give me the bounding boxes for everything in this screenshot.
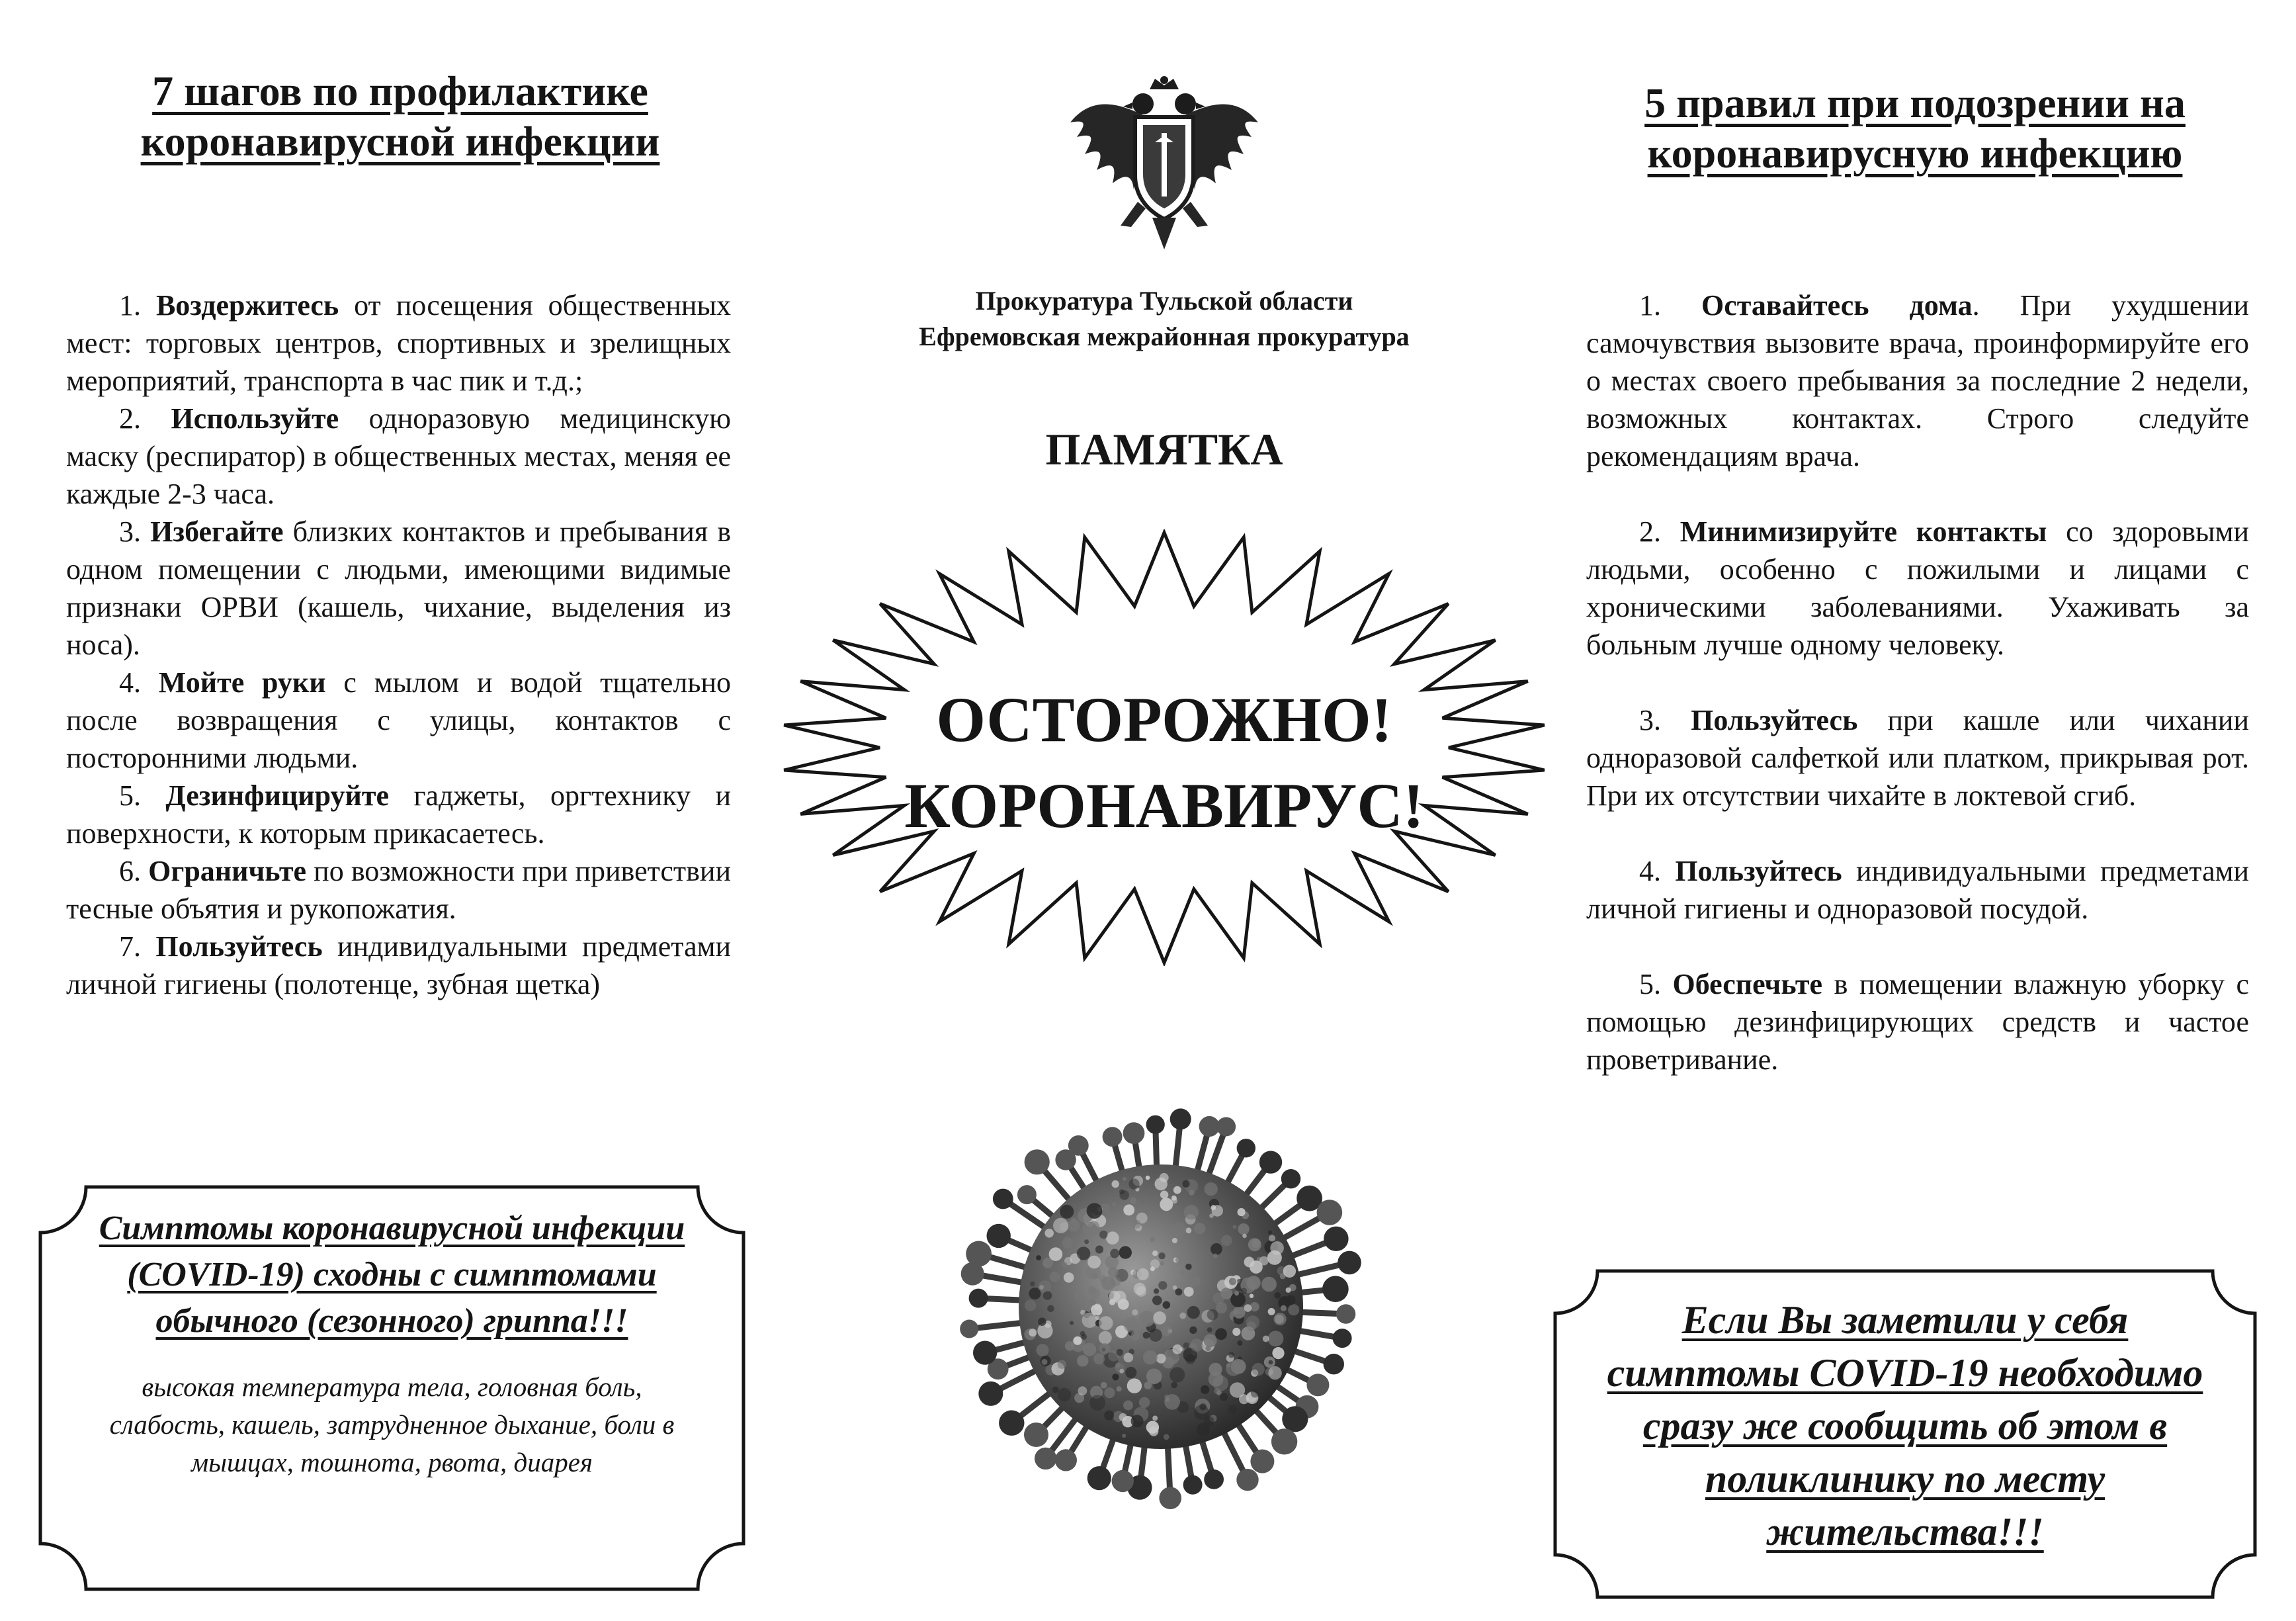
virus-texture — [1074, 1291, 1085, 1301]
virus-texture — [1154, 1288, 1159, 1293]
virus-texture — [1228, 1405, 1237, 1414]
step-keyword: Обеспечьте — [1672, 968, 1823, 1000]
virus-texture — [1052, 1387, 1059, 1393]
step-text: от посещения общественных мест: торговых центров, спортивных и зрелищных мероприятий, транспорта в час пик и т.д.; — [66, 289, 732, 397]
virus-texture — [1160, 1261, 1164, 1265]
virus-texture — [1146, 1368, 1162, 1384]
virus-texture — [1169, 1367, 1185, 1382]
virus-texture — [1119, 1369, 1124, 1374]
virus-texture — [1060, 1205, 1074, 1219]
left-step-5 — [66, 777, 731, 852]
virus-texture — [1110, 1249, 1119, 1258]
virus-texture — [1248, 1238, 1261, 1251]
virus-texture — [1047, 1305, 1054, 1313]
virus-texture — [1082, 1313, 1097, 1328]
virus-texture — [1204, 1334, 1217, 1347]
virus-texture — [1139, 1311, 1155, 1327]
virus-texture — [1244, 1304, 1252, 1312]
virus-texture — [1077, 1355, 1088, 1366]
virus-texture — [1123, 1204, 1134, 1215]
virus-spike-head — [1204, 1469, 1224, 1489]
virus-texture — [1089, 1395, 1105, 1411]
step-number: 7. — [119, 930, 141, 963]
virus-texture — [1164, 1395, 1169, 1400]
virus-texture — [1184, 1287, 1194, 1297]
virus-texture — [1122, 1434, 1126, 1438]
virus-texture — [1065, 1341, 1074, 1350]
step-keyword: Минимизируйте контакты — [1679, 515, 2047, 548]
virus-texture — [1132, 1220, 1141, 1229]
virus-texture — [1215, 1328, 1227, 1340]
step-keyword: Ограничьте — [148, 855, 307, 887]
virus-texture — [1087, 1203, 1103, 1219]
virus-texture — [1164, 1434, 1169, 1440]
virus-texture — [1268, 1366, 1281, 1380]
virus-texture — [1158, 1252, 1165, 1259]
right-heading — [1574, 78, 2256, 178]
virus-texture — [1173, 1344, 1183, 1354]
virus-texture — [1161, 1325, 1171, 1336]
left-step-6 — [66, 852, 731, 928]
virus-texture — [1286, 1288, 1291, 1293]
virus-texture — [1251, 1389, 1259, 1397]
left-steps-list — [66, 286, 731, 1003]
virus-texture — [1183, 1342, 1189, 1348]
step-number: 2. — [1639, 515, 1661, 548]
virus-texture — [1064, 1272, 1074, 1283]
virus-texture — [1130, 1332, 1140, 1341]
virus-texture — [1250, 1294, 1254, 1298]
virus-texture — [1139, 1397, 1150, 1408]
step-keyword: Пользуйтесь — [1691, 704, 1858, 736]
virus-spike-head — [1183, 1475, 1203, 1495]
virus-spike-head — [1103, 1127, 1123, 1147]
step-number: 5. — [119, 779, 141, 812]
virus-spike-head — [993, 1189, 1013, 1209]
step-text: по возможности при приветствии тесные объятия и рукопожатия. — [66, 855, 731, 925]
virus-spike-head — [1281, 1169, 1300, 1188]
virus-spike-head — [1282, 1406, 1308, 1432]
virus-texture — [1187, 1306, 1200, 1319]
virus-texture — [1247, 1321, 1256, 1331]
virus-spike-head — [969, 1289, 988, 1308]
symptoms-title: Симптомы коронавирусной инфекции (COVID-19) сходны с симптомами обычного (сезонного) гриппа!!! — [99, 1209, 685, 1340]
virus-texture — [1171, 1222, 1187, 1237]
virus-texture — [1242, 1234, 1247, 1239]
virus-texture — [1143, 1350, 1158, 1365]
step-number: 1. — [119, 289, 141, 322]
warning-line1: ОСТОРОЖНО! — [936, 684, 1392, 755]
virus-spike-head — [1322, 1276, 1349, 1302]
virus-texture — [1037, 1344, 1049, 1356]
virus-texture — [1221, 1235, 1232, 1247]
step-keyword: Воздержитесь — [155, 289, 339, 322]
virus-texture — [1171, 1196, 1177, 1201]
virus-texture — [1233, 1306, 1246, 1319]
virus-texture — [1238, 1223, 1249, 1235]
virus-texture — [1112, 1180, 1119, 1188]
virus-texture — [1128, 1178, 1139, 1189]
right-heading-line1: 5 правил при подозрении на — [1644, 79, 2186, 126]
left-step-1 — [66, 286, 731, 400]
virus-texture — [1049, 1272, 1060, 1282]
virus-texture — [1083, 1343, 1096, 1356]
memo-title: ПАМЯТКА — [1045, 424, 1283, 474]
virus-texture — [1130, 1197, 1136, 1204]
virus-texture — [1158, 1281, 1167, 1290]
virus-spike-head — [1236, 1469, 1258, 1491]
virus-texture — [1112, 1374, 1119, 1380]
step-keyword: Оставайтесь дома — [1701, 289, 1973, 322]
virus-texture — [1125, 1367, 1136, 1378]
virus-spike-head — [1087, 1466, 1111, 1490]
right-step-1 — [1586, 286, 2249, 475]
virus-texture — [1146, 1421, 1159, 1434]
virus-texture — [1244, 1256, 1255, 1267]
virus-texture — [1146, 1176, 1150, 1180]
virus-texture — [1214, 1388, 1220, 1394]
step-text: одноразовую медицинскую маску (респиратор) в общественных местах, меняя ее каждые 2-3 часа. — [66, 402, 732, 510]
symptoms-list: высокая температура тела, головная боль, слабость, кашель, затрудненное дыхание, боли в мышцах, тошнота, рвота, диарея — [109, 1372, 675, 1477]
virus-texture — [1160, 1198, 1173, 1211]
virus-texture — [1078, 1386, 1087, 1395]
virus-texture — [1123, 1401, 1133, 1411]
virus-texture — [1213, 1253, 1218, 1258]
virus-texture — [1261, 1277, 1277, 1292]
virus-texture — [1179, 1313, 1186, 1319]
virus-texture — [1073, 1336, 1082, 1345]
virus-texture — [1211, 1243, 1222, 1255]
virus-spike-head — [960, 1320, 978, 1338]
step-text: гаджеты, оргтехнику и поверхности, к которым прикасаетесь. — [66, 779, 731, 850]
left-heading — [53, 66, 747, 166]
virus-texture — [1108, 1267, 1119, 1278]
virus-spike-head — [1055, 1449, 1077, 1471]
step-keyword: Пользуйтесь — [1675, 855, 1842, 887]
virus-spike-head — [1159, 1487, 1181, 1509]
virus-texture — [1268, 1231, 1272, 1235]
virus-texture — [1234, 1291, 1239, 1295]
right-heading-line2: коронавирусную инфекцию — [1647, 129, 2183, 177]
virus-texture — [1194, 1223, 1205, 1234]
virus-texture — [1211, 1205, 1216, 1210]
virus-texture — [1109, 1291, 1121, 1302]
virus-texture — [1269, 1235, 1275, 1241]
virus-spike-head — [1017, 1185, 1037, 1204]
virus-texture — [1173, 1286, 1177, 1290]
virus-texture — [1237, 1340, 1242, 1346]
step-keyword: Дезинфицируйте — [165, 779, 390, 812]
virus-texture — [1213, 1292, 1225, 1304]
step-text: с мылом и водой тщательно после возвращения с улицы, контактов с посторонними людьми. — [66, 666, 731, 774]
right-step-2 — [1586, 513, 2249, 664]
virus-texture — [1095, 1245, 1103, 1253]
virus-texture — [1099, 1231, 1108, 1239]
step-text: в помещении влажную уборку с помощью дезинфицирующих средств и частое проветривание. — [1586, 968, 2250, 1076]
virus-texture — [1112, 1202, 1116, 1206]
virus-spike-head — [1306, 1374, 1329, 1396]
virus-texture — [1111, 1277, 1121, 1287]
step-number: 4. — [1639, 855, 1661, 887]
virus-texture — [1183, 1180, 1190, 1188]
left-step-3 — [66, 513, 731, 664]
virus-texture — [1042, 1359, 1048, 1365]
virus-texture — [1043, 1291, 1052, 1299]
virus-texture — [1099, 1275, 1107, 1283]
virus-texture — [1131, 1415, 1144, 1427]
virus-texture — [1199, 1403, 1206, 1410]
virus-texture — [1184, 1205, 1199, 1219]
virus-texture — [1272, 1347, 1284, 1359]
virus-texture — [1029, 1329, 1037, 1336]
virus-spike-head — [999, 1411, 1024, 1436]
step-text: индивидуальными предметами личной гигиены (полотенце, зубная щетка) — [66, 930, 731, 1000]
left-heading-line1: 7 шагов по профилактике — [152, 67, 648, 114]
virus-texture — [1185, 1264, 1192, 1270]
virus-texture — [1117, 1386, 1122, 1391]
virus-spike-head — [1338, 1251, 1361, 1275]
left-step-4 — [66, 664, 731, 777]
virus-texture — [1062, 1237, 1074, 1249]
virus-texture — [1274, 1313, 1287, 1325]
virus-texture — [1189, 1190, 1195, 1196]
virus-texture — [1081, 1334, 1087, 1340]
org-line1: Прокуратура Тульской области — [975, 286, 1353, 316]
virus-texture — [1062, 1262, 1068, 1267]
warning-plaque-text: Если Вы заметили у себя симптомы COVID-19 необходимо сразу же сообщить об этом в поликлинику по месту жительства!!! — [1607, 1298, 2203, 1554]
virus-spike-head — [1333, 1329, 1352, 1348]
step-number: 1. — [1639, 289, 1661, 322]
virus-spike-head — [1317, 1200, 1343, 1225]
virus-texture — [1270, 1241, 1284, 1255]
virus-texture — [1286, 1295, 1296, 1305]
right-step-5 — [1586, 965, 2249, 1078]
virus-texture — [1238, 1208, 1246, 1216]
virus-texture — [1104, 1411, 1114, 1421]
virus-spike-head — [1146, 1116, 1165, 1134]
virus-texture — [1089, 1299, 1096, 1306]
virus-texture — [1152, 1416, 1158, 1421]
virus-texture — [1228, 1352, 1234, 1358]
virus-texture — [1030, 1282, 1035, 1287]
virus-texture — [1172, 1238, 1177, 1243]
virus-texture — [1274, 1292, 1281, 1299]
virus-texture — [1084, 1239, 1089, 1244]
virus-texture — [1150, 1266, 1155, 1271]
virus-texture — [1252, 1363, 1264, 1376]
step-text: . При ухудшении самочувствия вызовите врача, проинформируйте его о местах своего пребывания за последние 2 недели, возможных контактах. Строго следуйте рекомендациям врача. — [1586, 289, 2249, 472]
virus-texture — [1263, 1336, 1269, 1342]
virus-texture — [1036, 1255, 1041, 1260]
virus-texture — [1163, 1301, 1171, 1309]
virus-texture — [1094, 1303, 1101, 1311]
virus-texture — [1207, 1309, 1218, 1321]
step-text: при кашле или чихании одноразовой салфеткой или платком, прикрывая рот. При их отсутствии чихайте в локтевой сгиб. — [1586, 704, 2249, 812]
virus-spike-head — [1035, 1448, 1056, 1469]
virus-texture — [1143, 1332, 1150, 1339]
step-text: индивидуальными предметами личной гигиены и одноразовой посудой. — [1586, 855, 2249, 925]
virus-texture — [1039, 1280, 1051, 1293]
virus-texture — [1152, 1295, 1162, 1305]
virus-texture — [1037, 1323, 1052, 1338]
virus-texture — [1049, 1247, 1063, 1261]
virus-texture — [1281, 1305, 1287, 1311]
organization-block — [833, 283, 1495, 355]
virus-texture — [1119, 1189, 1125, 1194]
virus-spike-head — [1250, 1450, 1274, 1473]
virus-texture — [1104, 1387, 1115, 1398]
step-number: 3. — [119, 515, 141, 548]
prosecutor-emblem-icon — [1065, 76, 1263, 261]
virus-texture — [1070, 1321, 1074, 1325]
virus-texture — [1150, 1237, 1155, 1243]
virus-texture — [1058, 1388, 1071, 1401]
virus-texture — [1283, 1265, 1296, 1278]
virus-texture — [1229, 1278, 1236, 1285]
left-heading-line2: коронавирусной инфекции — [140, 117, 660, 165]
left-symptoms-plaque — [36, 1183, 747, 1593]
virus-spike-head — [1216, 1117, 1236, 1136]
virus-spike-head — [973, 1341, 997, 1365]
step-keyword: Пользуйтесь — [155, 930, 323, 963]
virus-texture — [1137, 1268, 1149, 1280]
virus-spike-head — [1336, 1304, 1355, 1323]
virus-texture — [1155, 1178, 1168, 1190]
virus-texture — [1153, 1311, 1166, 1325]
virus-spike-head — [1123, 1122, 1145, 1144]
virus-spike-head — [1259, 1151, 1282, 1173]
virus-texture — [1173, 1186, 1181, 1194]
step-keyword: Мойте руки — [158, 666, 326, 699]
virus-texture — [1259, 1256, 1269, 1266]
virus-texture — [1190, 1338, 1203, 1352]
virus-texture — [1209, 1372, 1224, 1387]
virus-texture — [1106, 1231, 1119, 1245]
step-text: близких контактов и пребывания в одном помещении с людьми, имеющими видимые признаки ОРВИ (кашель, чихание, выделения из носа). — [66, 515, 731, 661]
virus-texture — [1156, 1354, 1166, 1364]
virus-texture — [1241, 1288, 1247, 1293]
virus-spike-head — [966, 1241, 992, 1267]
step-number: 4. — [119, 666, 141, 699]
virus-texture — [1220, 1393, 1228, 1401]
virus-texture — [1160, 1191, 1168, 1199]
virus-texture — [1077, 1247, 1090, 1260]
virus-texture — [1201, 1385, 1209, 1394]
virus-spike-head — [1324, 1227, 1348, 1251]
virus-texture — [1044, 1229, 1054, 1238]
virus-spike-head — [1170, 1108, 1191, 1129]
virus-texture — [1095, 1316, 1099, 1320]
virus-spike-head — [987, 1224, 1011, 1248]
right-step-3 — [1586, 701, 2249, 814]
virus-texture — [1053, 1218, 1068, 1233]
virus-spike-head — [1271, 1428, 1297, 1454]
virus-texture — [1082, 1222, 1097, 1237]
virus-texture — [1268, 1331, 1284, 1346]
virus-texture — [1029, 1288, 1041, 1299]
left-step-2 — [66, 400, 731, 513]
virus-texture — [1093, 1353, 1105, 1364]
left-step-7 — [66, 928, 731, 1003]
virus-texture — [1288, 1304, 1299, 1315]
step-number: 5. — [1639, 968, 1661, 1000]
virus-spike-head — [1025, 1149, 1050, 1174]
virus-texture — [1132, 1309, 1138, 1315]
virus-texture — [1226, 1361, 1241, 1376]
step-number: 6. — [119, 855, 141, 887]
virus-texture — [1038, 1317, 1046, 1326]
step-number: 2. — [119, 402, 141, 435]
virus-texture — [1186, 1227, 1192, 1233]
step-number: 3. — [1639, 704, 1661, 736]
virus-texture — [1207, 1327, 1212, 1333]
virus-texture — [1268, 1308, 1275, 1315]
virus-texture — [1080, 1310, 1085, 1315]
virus-spike-head — [1068, 1135, 1089, 1156]
virus-texture — [1101, 1382, 1107, 1389]
virus-texture — [1175, 1288, 1183, 1295]
virus-texture — [1269, 1360, 1273, 1365]
virus-spike-head — [978, 1381, 1003, 1406]
virus-texture — [1117, 1349, 1123, 1356]
virus-texture — [1192, 1277, 1201, 1286]
virus-texture — [1175, 1256, 1181, 1262]
virus-texture — [1123, 1177, 1127, 1181]
virus-texture — [1247, 1276, 1261, 1290]
virus-texture — [1099, 1331, 1112, 1344]
virus-spike-head — [1112, 1470, 1134, 1492]
virus-texture — [1124, 1353, 1134, 1363]
virus-texture — [1205, 1182, 1218, 1196]
virus-texture — [1134, 1283, 1146, 1295]
virus-texture — [1171, 1382, 1177, 1389]
right-steps-list — [1586, 286, 2249, 1116]
virus-texture — [1087, 1256, 1101, 1269]
virus-texture — [1181, 1270, 1186, 1275]
virus-spike-head — [1324, 1354, 1344, 1374]
warning-line2: КОРОНАВИРУС! — [904, 770, 1424, 841]
step-keyword: Избегайте — [150, 515, 284, 548]
coronavirus-icon — [956, 1102, 1366, 1512]
step-keyword: Используйте — [171, 402, 339, 435]
virus-texture — [1119, 1246, 1132, 1258]
virus-texture — [1071, 1218, 1076, 1223]
virus-texture — [1232, 1328, 1240, 1336]
virus-texture — [1152, 1250, 1158, 1256]
virus-texture — [1189, 1327, 1197, 1334]
virus-spike-head — [1237, 1139, 1255, 1157]
right-warning-plaque — [1551, 1267, 2259, 1601]
virus-texture — [1149, 1329, 1162, 1342]
virus-texture — [1025, 1299, 1036, 1311]
virus-texture — [1127, 1378, 1142, 1393]
virus-texture — [1124, 1317, 1140, 1333]
virus-texture — [1099, 1316, 1113, 1330]
step-text: со здоровыми людьми, особенно с пожилыми и лицами с хроническими заболеваниями. Ухаживать за больным лучше одному человеку. — [1586, 515, 2250, 661]
virus-texture — [1099, 1343, 1111, 1354]
org-line2: Ефремовская межрайонная прокуратура — [919, 322, 1410, 351]
virus-texture — [1091, 1289, 1101, 1299]
virus-texture — [1058, 1360, 1066, 1368]
virus-texture — [1232, 1225, 1236, 1229]
right-step-4 — [1586, 852, 2249, 928]
virus-spike-head — [1024, 1423, 1048, 1447]
